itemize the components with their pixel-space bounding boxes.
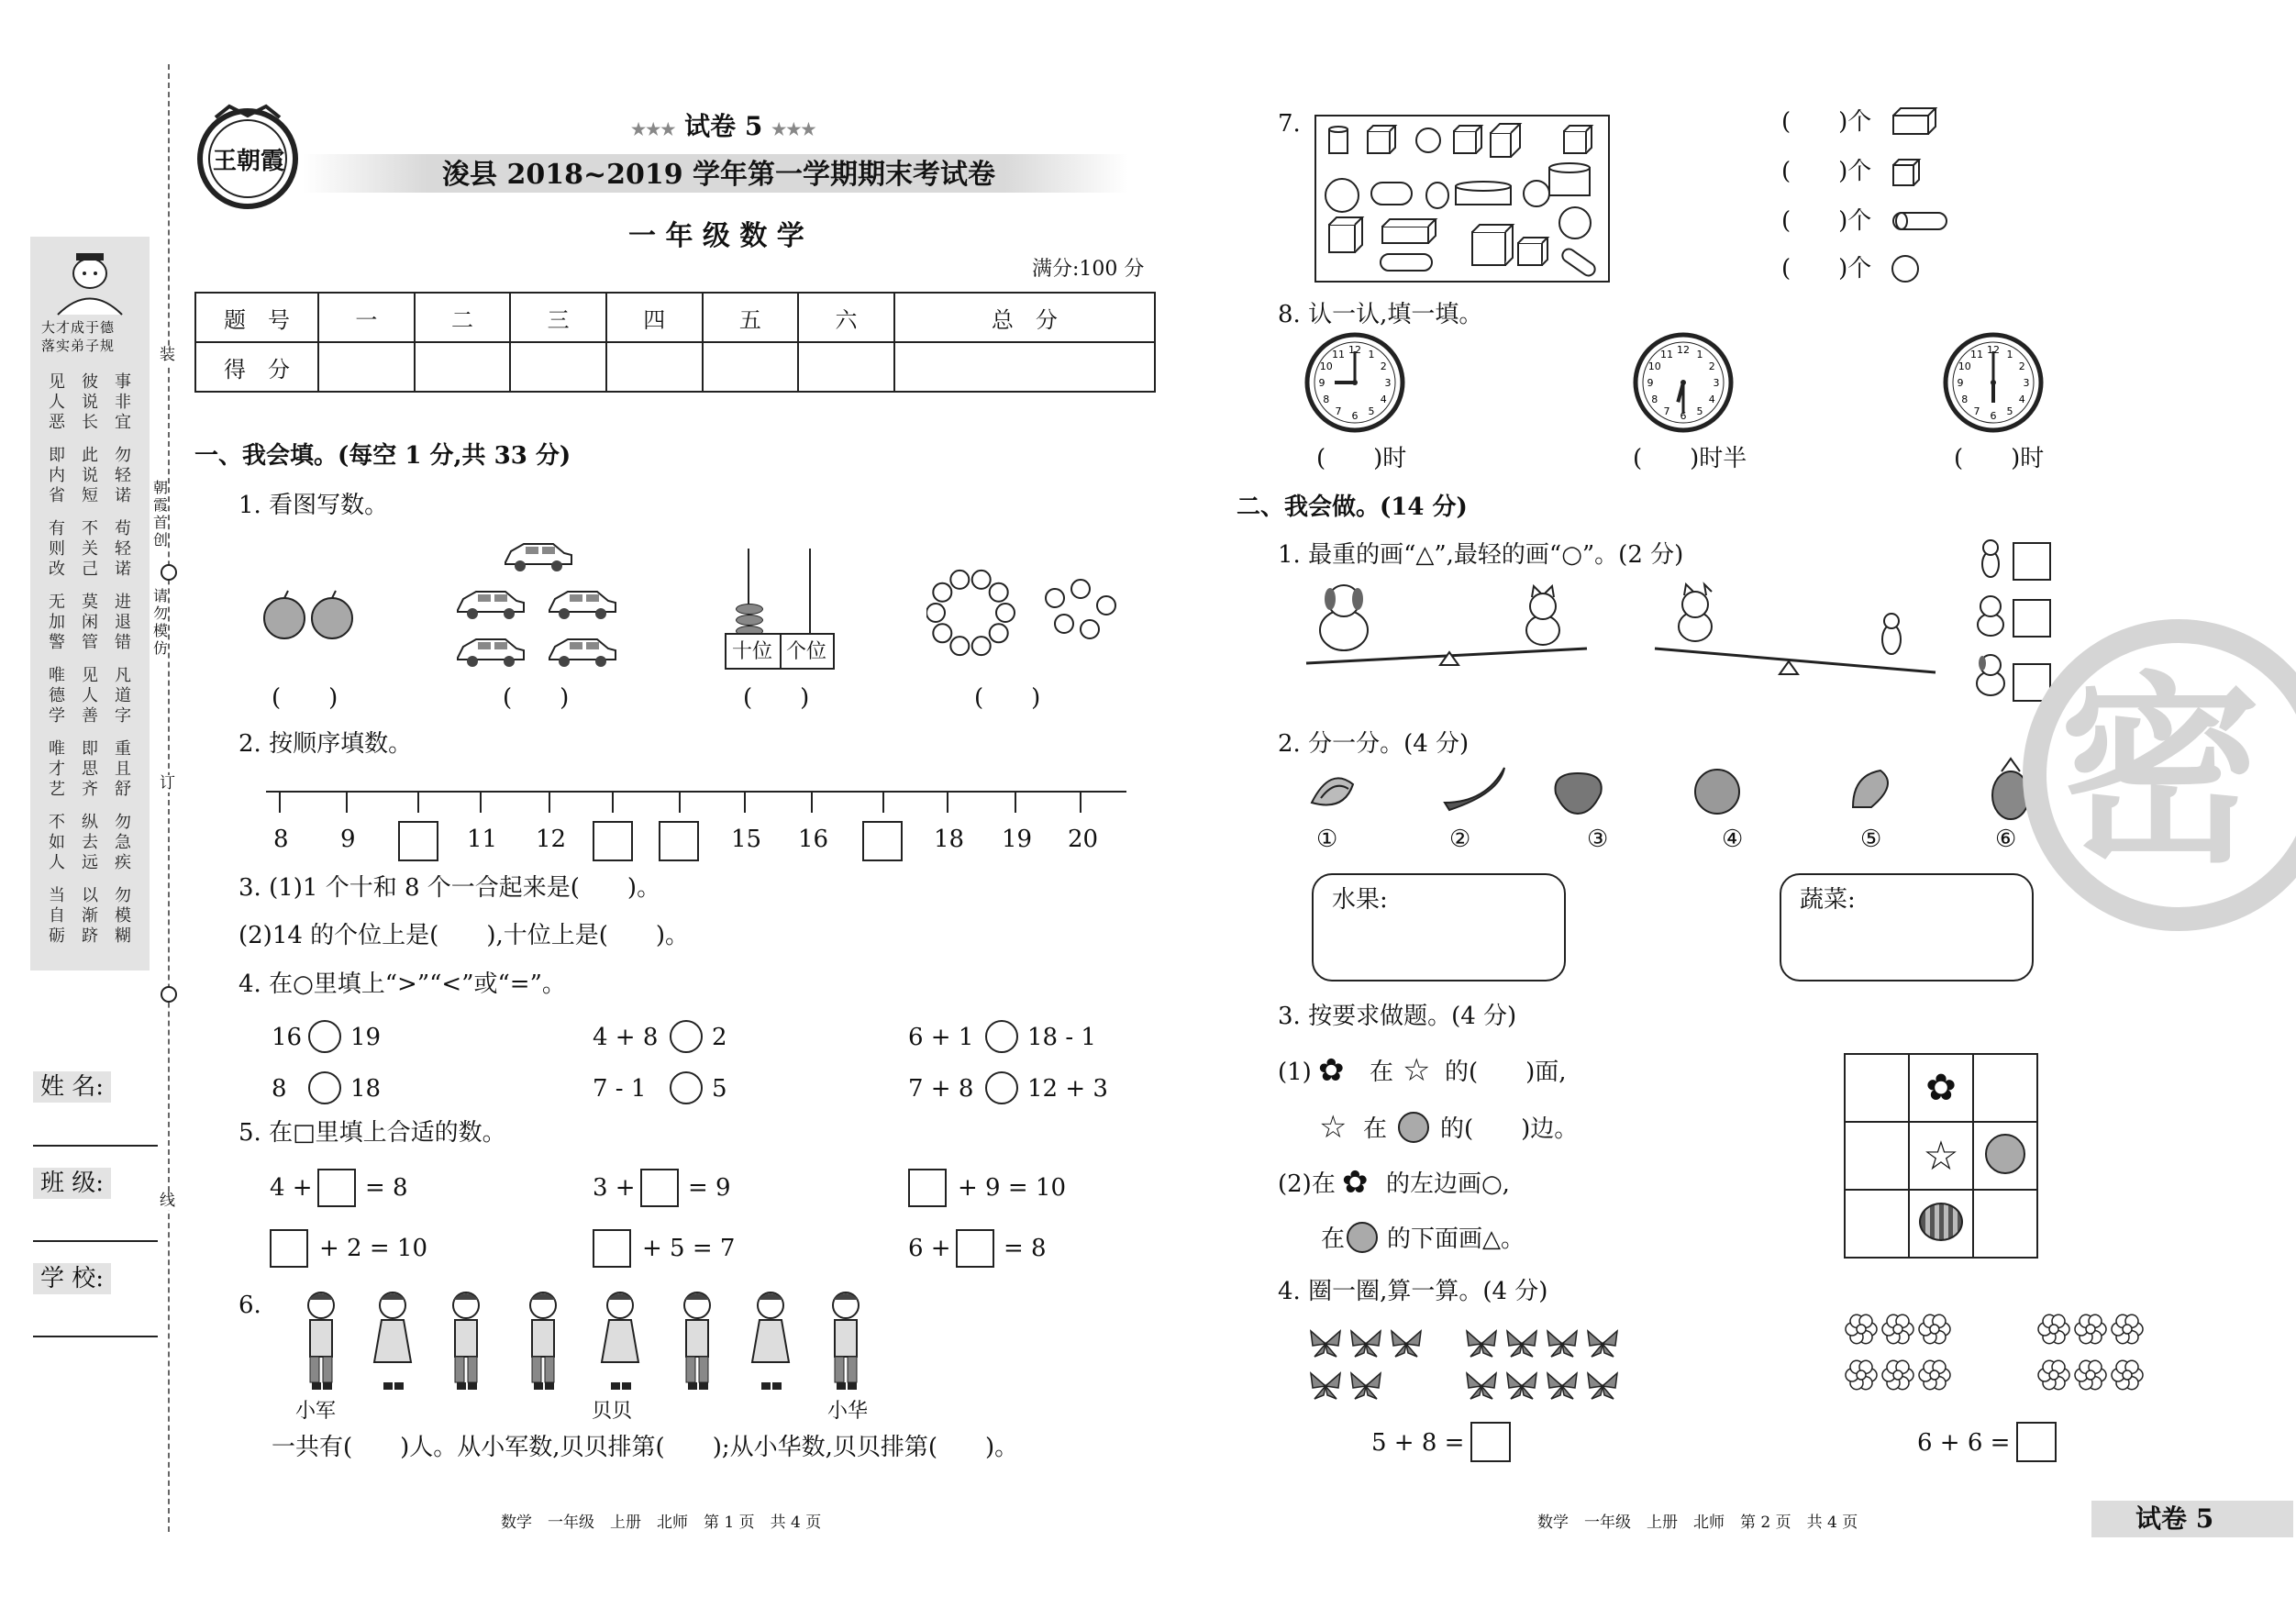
flower-icon (2110, 1358, 2145, 1392)
svg-text:10: 10 (1958, 360, 1971, 372)
verse-column: 莫闲管 (82, 593, 98, 652)
corner-tag: 试卷 5 (2091, 1501, 2293, 1537)
produce-number: ③ (1587, 826, 1609, 853)
number-line-box[interactable] (862, 821, 903, 861)
verse-column: 当自砺 (49, 886, 65, 946)
clock-face-icon (1304, 332, 1405, 433)
number-line-label: 15 (731, 826, 762, 853)
clock-answer-2[interactable]: ( )时半 (1633, 445, 1747, 472)
number-line-tick (947, 791, 948, 813)
number-line (266, 791, 1126, 793)
exam-number: ★★★ 试卷 5 ★★★ (631, 111, 816, 141)
p2q2-label: 2. 分一分。(4 分) (1278, 730, 1470, 758)
child-figure-icon (593, 1289, 648, 1397)
q1-blank-3[interactable]: ( ) (743, 684, 810, 712)
answer-box[interactable] (908, 1169, 947, 1207)
grid-cell[interactable] (1845, 1122, 1909, 1190)
bead-ring-icon (926, 569, 1124, 660)
grid-cell[interactable] (1973, 1054, 2037, 1122)
q1-label: 1. 看图写数。 (238, 492, 389, 519)
verse-column: 唯德学 (49, 666, 65, 726)
p2q4-label: 4. 圈一圈,算一算。(4 分) (1278, 1278, 1548, 1305)
q1-blank-4[interactable]: ( ) (974, 684, 1041, 712)
grid-cell[interactable] (1909, 1190, 1973, 1258)
name-label: 姓 名: (33, 1071, 111, 1103)
number-line-label: 20 (1068, 826, 1099, 853)
flower-icon: ✿ (1318, 1052, 1345, 1089)
full-score: 满分:100 分 (1032, 258, 1145, 281)
butterfly-icon (1544, 1325, 1581, 1362)
kids-row (284, 1289, 881, 1399)
flower-icon (1917, 1358, 1952, 1392)
star-decoration-icon: ★★★ (771, 120, 816, 139)
score-header-cell: 五 (703, 293, 799, 342)
score-header-cell: 二 (415, 293, 511, 342)
fruit-label: 水果: (1332, 886, 1388, 914)
grid-cell[interactable] (1909, 1122, 1973, 1190)
verse-column: 有则改 (49, 519, 65, 579)
number-line-label: 16 (798, 826, 829, 853)
number-line-tick (279, 791, 281, 813)
flower-icon (1880, 1312, 1915, 1347)
number-line-label: 9 (340, 826, 356, 853)
number-line-tick (811, 791, 813, 813)
beads-picture (926, 569, 1124, 660)
cat-icon (1679, 584, 1712, 641)
compare-circle[interactable] (308, 1071, 341, 1104)
score-cell[interactable] (510, 342, 606, 392)
fold-mark-1: 装 (160, 346, 175, 364)
svg-text:10: 10 (1647, 360, 1661, 372)
shapes-picture (1314, 115, 1610, 283)
star-icon: ☆ (1403, 1052, 1431, 1089)
answer-box[interactable] (317, 1169, 356, 1207)
svg-text:9: 9 (1957, 377, 1964, 389)
svg-text:12: 12 (1677, 344, 1690, 356)
fold-mark-2: 订 (160, 774, 175, 793)
car-icon (546, 584, 619, 623)
clock-answer-3[interactable]: ( )时 (1954, 445, 2045, 472)
butterfly-icon (1307, 1325, 1344, 1362)
svg-text:9: 9 (1647, 377, 1654, 389)
page1-footer: 数学 一年级 上册 北师 第 1 页 共 4 页 (501, 1514, 822, 1532)
number-line-tick (480, 791, 482, 813)
number-line-label: 11 (467, 826, 498, 853)
compare-circle[interactable] (985, 1071, 1018, 1104)
verse-column: 凡道字 (115, 666, 131, 726)
apples-picture (259, 587, 360, 642)
motto-line-1: 大才成于德 (41, 319, 116, 336)
class-field[interactable] (33, 1240, 158, 1242)
svg-text:3: 3 (2023, 377, 2030, 389)
vegetable-box[interactable] (1780, 873, 2034, 981)
rank-box[interactable] (2013, 542, 2051, 581)
butterfly-icon (1544, 1368, 1581, 1404)
score-header-cell: 四 (606, 293, 703, 342)
grid-cell[interactable] (1909, 1054, 1973, 1122)
compare-circle[interactable] (308, 1020, 341, 1053)
number-line-tick (612, 791, 614, 813)
child-figure-icon (818, 1289, 873, 1397)
verse-column: 苟轻诺 (115, 519, 131, 579)
svg-text:12: 12 (1348, 344, 1361, 356)
svg-text:7: 7 (1973, 405, 1980, 418)
compare-circle[interactable] (985, 1020, 1018, 1053)
clock-face-icon (1633, 332, 1734, 433)
kid-name-xiaojun: 小军 (295, 1400, 337, 1423)
number-line-box[interactable] (398, 821, 438, 861)
subject-title: 一 年 级 数 学 (628, 220, 804, 252)
school-field[interactable] (33, 1336, 158, 1337)
logo-text: 王朝霞 (213, 148, 285, 175)
flower-icon (2036, 1312, 2071, 1347)
butterfly-icon (1348, 1368, 1384, 1404)
svg-text:3: 3 (1713, 377, 1720, 389)
verse-column: 不如人 (49, 813, 65, 872)
q1-blank-2[interactable]: ( ) (503, 684, 570, 712)
grid-cell[interactable] (1973, 1122, 2037, 1190)
svg-text:12: 12 (1987, 344, 2000, 356)
grid-cell[interactable] (1845, 1054, 1909, 1122)
q7-label: 7. (1278, 110, 1301, 138)
verse-column: 以渐跻 (82, 886, 98, 946)
flower-icon: ✿ (1342, 1164, 1369, 1201)
butterfly-icon (1584, 1368, 1621, 1404)
secret-stamp (2023, 619, 2296, 931)
moon-mark-2 (161, 986, 177, 1003)
q3-line-2: (2)14 的个位上是( ),十位上是( )。 (238, 922, 690, 949)
flowers-group (1844, 1312, 2146, 1413)
parrot-icon (1972, 537, 2009, 582)
q4-label: 4. 在○里填上“>”“<”或“=”。 (238, 970, 566, 998)
svg-text:2: 2 (2018, 360, 2025, 372)
score-cell[interactable] (894, 342, 1155, 392)
stamp-character: 密 (2059, 652, 2262, 890)
produce-number: ① (1316, 826, 1338, 853)
produce-number: ② (1449, 826, 1471, 853)
svg-text:2: 2 (1380, 360, 1387, 372)
svg-text:2: 2 (1708, 360, 1715, 372)
butterfly-icon (1388, 1325, 1425, 1362)
flower-icon (2073, 1312, 2108, 1347)
exam-title: 浚县 2018~2019 学年第一学期期末考试卷 (442, 159, 996, 191)
score-header-cell: 总 分 (894, 293, 1155, 342)
compare-circle[interactable] (670, 1020, 703, 1053)
child-figure-icon (743, 1289, 798, 1397)
score-header-cell: 六 (798, 293, 894, 342)
flower-icon: ✿ (1925, 1067, 1957, 1109)
strawberry-icon (1556, 773, 1602, 814)
verse-column: 纵去远 (82, 813, 98, 872)
svg-text:1: 1 (2006, 348, 2013, 360)
moon-mark-1 (161, 564, 177, 581)
svg-text:4: 4 (1380, 394, 1387, 405)
answer-box[interactable] (640, 1169, 679, 1207)
parrot-icon (1882, 614, 1901, 654)
lettuce-icon (1695, 770, 1739, 814)
butterfly-icon (1463, 1368, 1500, 1404)
seesaw-picture-1 (1303, 573, 1596, 683)
apple-icon (1398, 1112, 1429, 1143)
dog-icon (1320, 585, 1368, 650)
flower-icon (2073, 1358, 2108, 1392)
number-line-tick (882, 791, 884, 813)
logo (193, 99, 303, 209)
answer-box[interactable] (270, 1229, 308, 1268)
number-line-label: 19 (1002, 826, 1033, 853)
verse-column: 无加警 (49, 593, 65, 652)
butterfly-icon (1307, 1368, 1344, 1404)
svg-text:6: 6 (1990, 410, 1997, 422)
cube-icon (1891, 156, 1923, 187)
q3-line-1: 3. (1)1 个十和 8 个一合起来是( )。 (238, 874, 661, 902)
motto-line-2: 落实弟子规 (41, 338, 116, 354)
cabbage-icon (1312, 778, 1353, 804)
child-figure-icon (365, 1289, 420, 1397)
verse-column: 彼说长 (82, 372, 98, 432)
score-header-cell: 题 号 (195, 293, 318, 342)
q2-label: 2. 按顺序填数。 (238, 730, 413, 758)
clock-face-icon (1943, 332, 2044, 433)
answer-box[interactable] (2016, 1422, 2057, 1462)
flower-icon (1844, 1312, 1879, 1347)
cat-icon (1526, 586, 1559, 645)
watermelon-icon (1919, 1203, 1963, 1241)
score-cell[interactable] (606, 342, 703, 392)
butterfly-icon (1503, 1368, 1540, 1404)
score-table (194, 292, 1156, 393)
flower-icon (2110, 1312, 2145, 1347)
svg-text:8: 8 (1651, 394, 1658, 405)
number-line-box[interactable] (593, 821, 633, 861)
svg-text:8: 8 (1323, 394, 1330, 405)
score-cell[interactable] (703, 342, 799, 392)
part1-heading: 一、我会填。(每空 1 分,共 33 分) (194, 442, 571, 470)
svg-text:10: 10 (1319, 360, 1333, 372)
p2q3-line-1: (1) ✿ 在 ☆ 的( )面, (1278, 1052, 1567, 1089)
svg-text:4: 4 (2018, 394, 2025, 405)
ones-label: 个位 (786, 640, 827, 663)
child-figure-icon (294, 1289, 349, 1397)
page2-footer: 数学 一年级 上册 北师 第 2 页 共 4 页 (1537, 1514, 1858, 1532)
svg-text:11: 11 (1970, 348, 1983, 360)
child-figure-icon (438, 1289, 494, 1397)
child-figure-icon (670, 1289, 725, 1397)
car-icon (502, 537, 575, 575)
verse-column: 即内省 (49, 446, 65, 505)
butterfly-icon (1348, 1325, 1384, 1362)
abacus-bead (736, 604, 763, 615)
q8-label: 8. 认一认,填一填。 (1278, 301, 1483, 328)
score-cell[interactable] (318, 342, 415, 392)
scholar-figure-icon (49, 246, 131, 319)
number-line-tick (744, 791, 746, 813)
p2q1-label: 1. 最重的画“△”,最轻的画“○”。(2 分) (1278, 541, 1684, 569)
verse-column: 此说短 (82, 446, 98, 505)
number-line-tick (1080, 791, 1081, 813)
fold-mark-3: 线 (160, 1192, 175, 1210)
verse-column: 即思齐 (82, 739, 98, 799)
car-icon (454, 632, 527, 671)
name-field[interactable] (33, 1145, 158, 1147)
produce-number: ⑤ (1860, 826, 1882, 853)
butterfly-icon (1584, 1325, 1621, 1362)
butterflies-group (1307, 1325, 1656, 1417)
svg-text:1: 1 (1696, 348, 1703, 360)
p2q3-line-3: (2)在 ✿ 的左边画○, (1278, 1164, 1510, 1201)
grid-cell[interactable] (1973, 1190, 2037, 1258)
number-line-label: 18 (934, 826, 965, 853)
verse-area (30, 365, 150, 970)
svg-text:7: 7 (1663, 405, 1670, 418)
svg-text:8: 8 (1961, 394, 1969, 405)
verse-column: 不关己 (82, 519, 98, 579)
cylinder-icon (1891, 209, 1950, 233)
number-line-tick (549, 791, 550, 813)
p2q3-line-4: 在 的下面画△。 (1321, 1222, 1633, 1259)
child-figure-icon (516, 1289, 571, 1397)
verse-column: 重且舒 (115, 739, 131, 799)
abacus (725, 549, 844, 672)
abacus-bead (736, 615, 763, 626)
school-label: 学 校: (33, 1263, 111, 1294)
vegetable-label: 蔬菜: (1800, 886, 1856, 914)
dog-icon (1972, 649, 2009, 700)
produce-number: ④ (1722, 826, 1744, 853)
apple-icon (1985, 1134, 2025, 1174)
flower-icon (1880, 1358, 1915, 1392)
sphere-icon (1891, 255, 1919, 283)
svg-text:11: 11 (1660, 348, 1673, 360)
verse-column: 事非宜 (115, 372, 131, 432)
number-line-tick (346, 791, 348, 813)
cat-icon (1972, 590, 2009, 641)
produce-row (1303, 757, 2036, 821)
score-header-cell: 一 (318, 293, 415, 342)
flower-icon (1844, 1358, 1879, 1392)
verse-column: 勿急疾 (115, 813, 131, 872)
number-line-tick (679, 791, 681, 813)
score-row-label: 得 分 (195, 342, 318, 392)
compare-circle[interactable] (670, 1071, 703, 1104)
verse-column: 唯才艺 (49, 739, 65, 799)
flower-icon (2036, 1358, 2071, 1392)
q6-sentence: 一共有( )人。从小军数,贝贝排第( );从小华数,贝贝排第( )。 (272, 1434, 1019, 1461)
q6-label: 6. (238, 1292, 261, 1319)
number-line-tick (417, 791, 419, 813)
kid-name-beibei: 贝贝 (592, 1400, 633, 1423)
score-header-cell: 三 (510, 293, 606, 342)
cuboid-icon (1891, 106, 1937, 138)
score-cell[interactable] (798, 342, 894, 392)
verse-column: 见人恶 (49, 372, 65, 432)
p2q3-label: 3. 按要求做题。(4 分) (1278, 1003, 1517, 1030)
verse-column: 见人善 (82, 666, 98, 726)
butterfly-icon (1503, 1325, 1540, 1362)
svg-text:4: 4 (1708, 394, 1715, 405)
q5-label: 5. 在□里填上合适的数。 (238, 1119, 506, 1147)
tens-label: 十位 (732, 640, 773, 663)
number-line-label: 8 (273, 826, 289, 853)
star-icon: ☆ (1319, 1109, 1348, 1146)
svg-text:9: 9 (1318, 377, 1325, 389)
part2-heading: 二、我会做。(14 分) (1237, 494, 1468, 521)
svg-text:11: 11 (1332, 348, 1345, 360)
sidebar-panel (30, 237, 150, 970)
position-grid (1844, 1053, 2038, 1259)
class-label: 班 级: (33, 1168, 111, 1199)
svg-text:1: 1 (1368, 348, 1375, 360)
number-line-box[interactable] (659, 821, 699, 861)
q1-blank-1[interactable]: ( ) (272, 684, 338, 712)
star-icon: ☆ (1923, 1132, 1959, 1180)
seesaw-picture-2 (1651, 573, 1945, 693)
clock-answer-1[interactable]: ( )时 (1316, 445, 1407, 472)
answer-box[interactable] (593, 1229, 631, 1268)
banana-icon (1445, 768, 1504, 810)
grid-cell[interactable] (1845, 1190, 1909, 1258)
brand-note-2: 请勿模仿 (152, 587, 168, 657)
apple-icon (1347, 1222, 1378, 1253)
car-icon (546, 632, 619, 671)
score-cell[interactable] (415, 342, 511, 392)
svg-text:5: 5 (1368, 405, 1375, 418)
svg-text:5: 5 (2006, 405, 2013, 418)
number-line-label: 12 (536, 826, 567, 853)
fruit-box[interactable] (1312, 873, 1566, 981)
binding-dashed-line (168, 64, 170, 1532)
svg-text:6: 6 (1351, 410, 1359, 422)
answer-box[interactable] (1470, 1422, 1511, 1462)
svg-text:3: 3 (1384, 377, 1392, 389)
svg-text:6: 6 (1680, 410, 1687, 422)
kid-name-xiaohua: 小华 (827, 1400, 869, 1423)
brand-note-1: 朝霞首创 (152, 479, 168, 549)
produce-number: ⑥ (1995, 826, 2017, 853)
answer-box[interactable] (956, 1229, 994, 1268)
car-icon (454, 584, 527, 623)
p2q3-line-2: ☆ 在 的( )边。 (1319, 1109, 1579, 1146)
flower-icon (1917, 1312, 1952, 1347)
greens-icon (1853, 771, 1888, 807)
verse-column: 勿轻诺 (115, 446, 131, 505)
verse-column: 进退错 (115, 593, 131, 652)
cars-picture (454, 537, 619, 674)
svg-text:7: 7 (1335, 405, 1342, 418)
solid-shapes-icon (1316, 116, 1608, 281)
butterfly-icon (1463, 1325, 1500, 1362)
star-decoration-icon: ★★★ (631, 120, 676, 139)
number-line-tick (1015, 791, 1016, 813)
svg-text:5: 5 (1696, 405, 1703, 418)
verse-column: 勿模糊 (115, 886, 131, 946)
